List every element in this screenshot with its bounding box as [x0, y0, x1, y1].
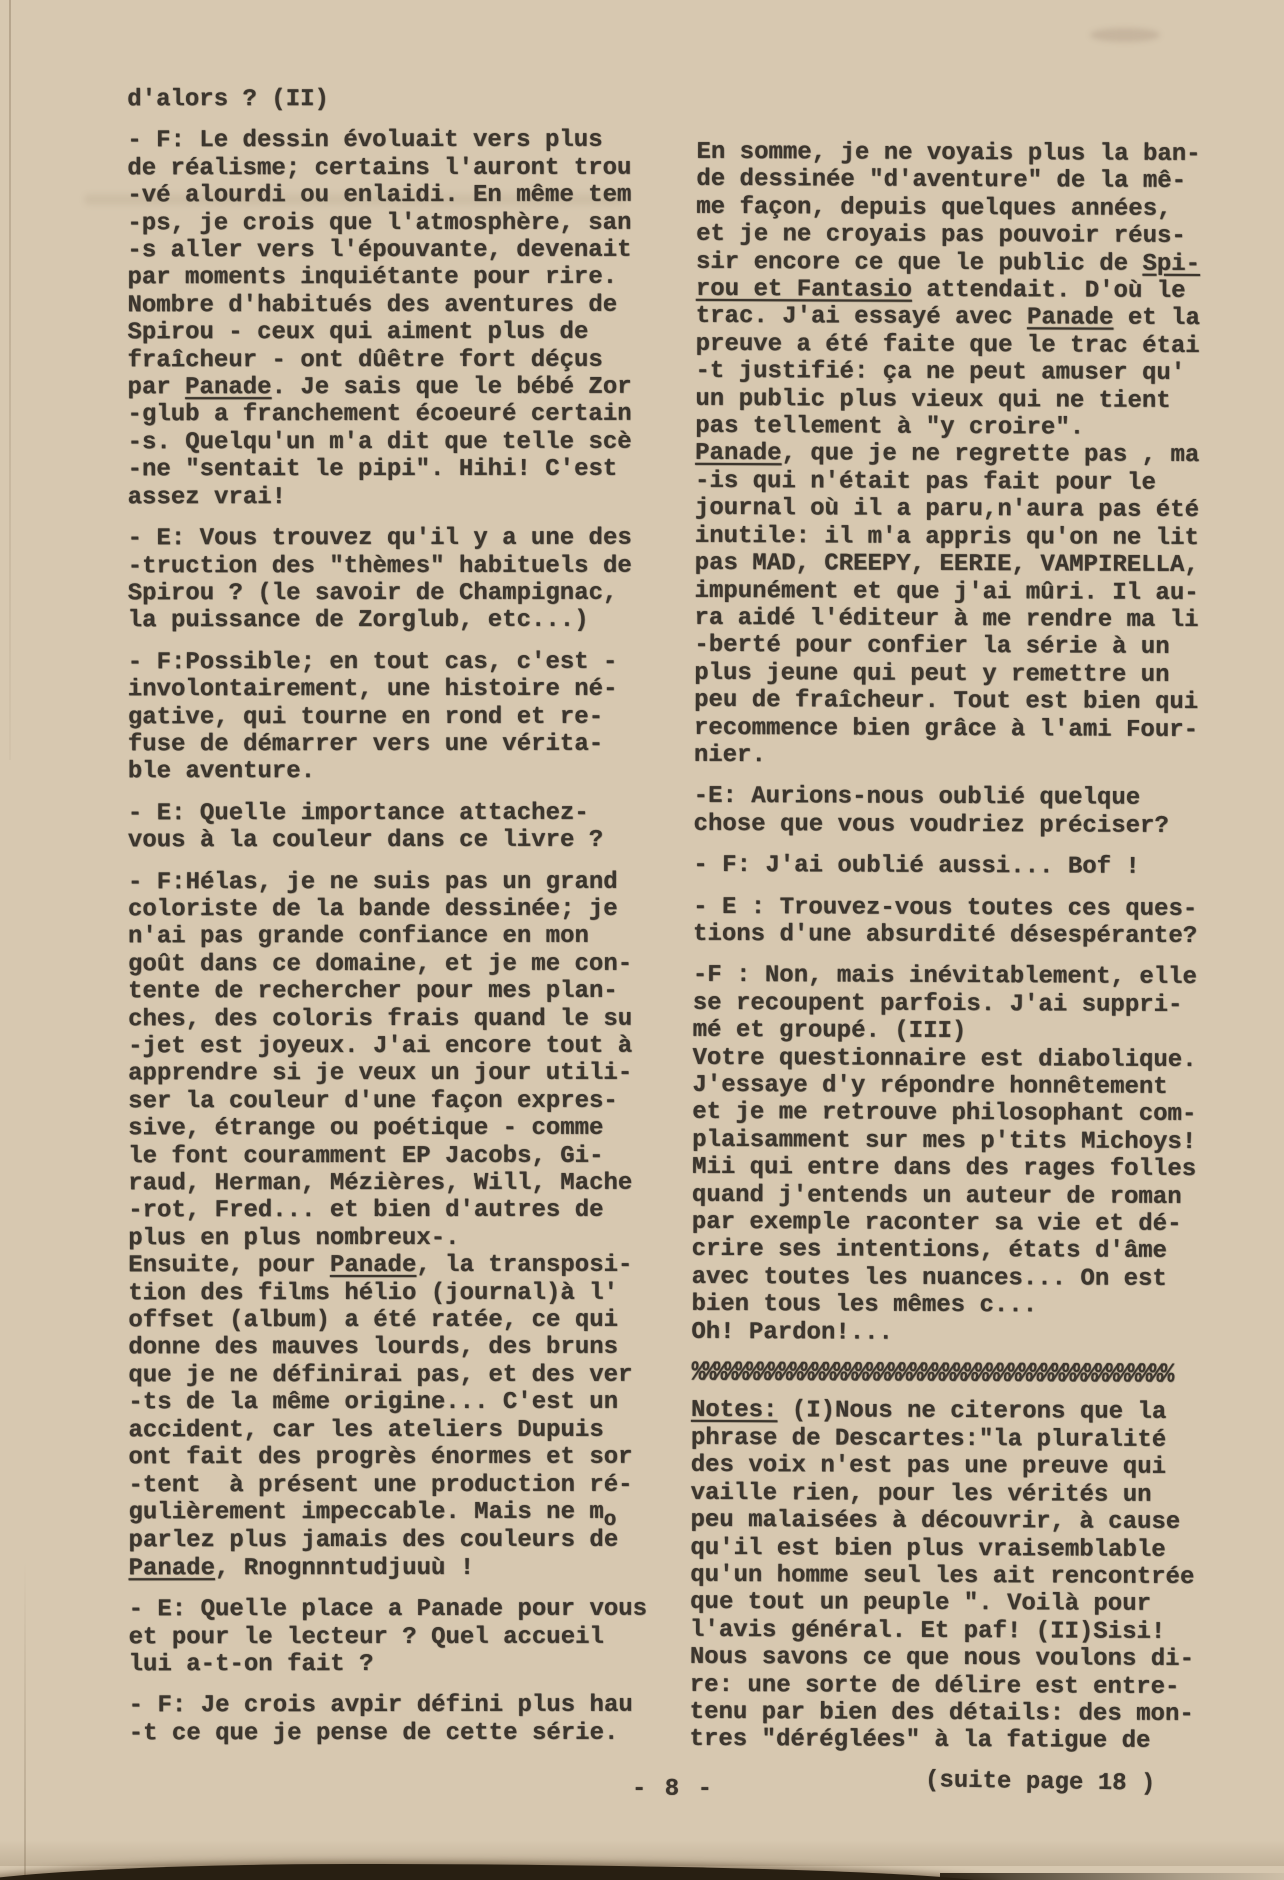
text-line: n'ai pas grande confiance en mon	[127, 923, 589, 951]
text-line: ser la couleur d'une façon expres-	[128, 1087, 618, 1116]
text-line: Ensuite, pour Panade, la transposi-	[128, 1252, 633, 1280]
text-line: donne des mauves lourds, des bruns	[128, 1334, 619, 1362]
text-line: -berté pour confier la série à un	[694, 632, 1170, 662]
text-line: impunément et que j'ai mûri. Il au-	[694, 577, 1199, 607]
paragraph	[693, 852, 1233, 882]
text-line: qu'un homme seul les ait rencontrée	[690, 1561, 1195, 1591]
text-line: tenu par bien des détails: des mon-	[689, 1698, 1194, 1728]
text-line: lui a-t-on fait ?	[128, 1650, 374, 1679]
text-line: avec toutes les nuances... On est	[691, 1263, 1167, 1293]
page-number: - 8 -	[632, 1776, 715, 1803]
paragraph	[128, 868, 669, 1582]
text-line: assez vrai!	[127, 483, 287, 511]
text-line: le font couramment EP Jacobs, Gi-	[128, 1142, 604, 1170]
text-line: chose que vous voudriez préciser?	[693, 810, 1169, 840]
continuation-note: (suite page 18 )	[924, 1767, 1156, 1798]
text-line: peu de fraîcheur. Tout est bien qui	[694, 686, 1199, 717]
text-line: par Panade. Je sais que le bébé Zor	[127, 373, 632, 402]
text-line: -F : Non, mais inévitablement, elle	[692, 962, 1198, 992]
text-line: -glub a franchement écoeuré certain	[127, 401, 632, 429]
text-line: la puissance de Zorglub, etc...)	[127, 607, 589, 635]
text-line: -tent à présent une production ré-	[128, 1471, 633, 1499]
paragraph	[691, 962, 1233, 1348]
text-line: quand j'entends un auteur de roman	[691, 1181, 1182, 1211]
text-line: qu'il est bien plus vraisemblable	[690, 1534, 1166, 1564]
paragraph	[693, 893, 1233, 950]
paragraph	[694, 139, 1237, 772]
text-line: -ts de la même origine... C'est un	[128, 1389, 619, 1417]
ink-smudge	[1090, 28, 1160, 42]
right-text-column	[689, 139, 1236, 1770]
text-line: raud, Herman, Mézières, Will, Mache	[128, 1169, 633, 1198]
text-line: involontairement, une histoire né-	[127, 675, 618, 704]
paragraph	[129, 1596, 669, 1679]
text-line: Notes: (I)Nous ne citerons que la	[690, 1397, 1167, 1427]
underlined-text: Panade	[185, 374, 272, 402]
underlined-text: Panade	[695, 440, 782, 468]
text-line: phrase de Descartes:"la pluralité	[690, 1424, 1167, 1454]
text-line: Spirou ? (le savoir de Champignac,	[127, 579, 618, 608]
text-line: -truction des "thèmes" habituels de	[127, 552, 632, 580]
text-line: -vé alourdi ou enlaidi. En même tem	[127, 182, 632, 210]
text-line: journal où il a paru,n'aura pas été	[694, 495, 1200, 525]
paragraph	[128, 648, 668, 786]
text-line: par exemple raconter sa vie et dé-	[691, 1208, 1182, 1238]
text-line: que tout un peuple ". Voilà pour	[690, 1589, 1152, 1619]
text-line: se recoupent parfois. J'ai suppri-	[692, 989, 1183, 1019]
paragraph	[127, 127, 667, 511]
text-line: Spirou - ceux qui aiment plus de	[127, 319, 589, 347]
text-line: -s. Quelqu'un m'a dit que telle scè	[127, 428, 632, 457]
text-line: -t ce que je pense de cette série.	[128, 1719, 619, 1747]
text-line: - F:Possible; en tout cas, c'est -	[127, 648, 618, 676]
text-line: gulièrement impeccable. Mais ne mo	[128, 1498, 617, 1532]
text-line: - F:Hélas, je ne suis pas un grand	[127, 868, 618, 896]
text-line: me façon, depuis quelques années,	[696, 193, 1172, 223]
text-line: plus jeune qui peut y remettre un	[694, 659, 1170, 689]
underlined-text: rou et Fantasio	[695, 275, 913, 304]
text-line: -s aller vers l'épouvante, devenait	[127, 236, 632, 265]
text-line: -ps, je crois que l'atmosphère, san	[127, 209, 632, 237]
paragraph	[129, 1692, 669, 1747]
text-line: Votre questionnaire est diabolique.	[692, 1044, 1197, 1074]
text-line: l'avis général. Et paf! (II)Sisi!	[689, 1616, 1166, 1646]
text-line: des voix n'est pas une preuve qui	[690, 1452, 1167, 1482]
text-line: apprendre si je veux un jour utili-	[128, 1060, 633, 1088]
paragraph	[694, 783, 1234, 840]
text-line: un public plus vieux qui ne tient	[695, 385, 1171, 415]
underlined-text: Panade	[1026, 304, 1114, 333]
text-line: d'alors ? (II)	[127, 86, 329, 114]
text-line: preuve a été faite que le trac étai	[695, 330, 1200, 360]
text-line: tion des films hélio (journal)à l'	[128, 1279, 619, 1307]
text-line: et je ne croyais pas pouvoir réus-	[696, 221, 1186, 251]
text-line: vaille rien, pour les vérités un	[690, 1479, 1152, 1509]
underlined-text: Notes:	[690, 1397, 778, 1425]
ornament-row: %%%%%%%%%%%%%%%%%%%%%%%%%%%%%%%%%%%%%%%%%%%%	[690, 1357, 1172, 1391]
left-text-column	[127, 86, 668, 1762]
text-line: vous à la couleur dans ce livre ?	[127, 826, 604, 855]
text-line: Oh! Pardon!...	[691, 1318, 894, 1347]
text-line: offset (album) a été ratée, ce qui	[128, 1306, 619, 1335]
text-line: -ne "sentait le pipi". Hihi! C'est	[127, 456, 618, 484]
text-line: -is qui n'était pas fait pour le	[695, 467, 1156, 497]
text-line: re: une sorte de délire est entre-	[689, 1671, 1180, 1701]
text-line: - E: Quelle importance attachez-	[127, 799, 589, 827]
paper-edge-line	[9, 0, 11, 760]
text-line: parlez plus jamais des couleurs de	[128, 1527, 619, 1555]
text-line: que je ne définirai pas, et des ver	[128, 1361, 633, 1390]
text-line: rou et Fantasio attendait. D'où le	[695, 275, 1186, 305]
paragraph	[690, 1397, 1232, 1756]
paper-fold-line	[24, 1560, 26, 1880]
text-line: ont fait des progrès énormes et sor	[128, 1443, 633, 1472]
text-line: et pour le lecteur ? Quel accueil	[128, 1623, 604, 1651]
text-line: de dessinée "d'aventure" de la mê-	[696, 166, 1187, 196]
text-line: Mii qui entre dans des rages folles	[692, 1154, 1197, 1184]
text-line: - E: Vous trouvez qu'il y a une des	[127, 524, 632, 553]
text-line: pas MAD, CREEPY, EERIE, VAMPIRELLA,	[694, 549, 1199, 580]
text-line: mé et groupé. (III)	[692, 1017, 967, 1046]
text-line: par moments inquiétante pour rire.	[127, 264, 618, 292]
text-line: sir encore ce que le public de Spi-	[695, 248, 1201, 278]
text-line: sive, étrange ou poétique - comme	[128, 1115, 604, 1143]
text-line: et je me retrouve philosophant com-	[692, 1099, 1197, 1129]
text-line: plaisamment sur mes p'tits Michoys!	[692, 1126, 1197, 1156]
paragraph	[127, 86, 667, 114]
text-line: fraîcheur - ont dûêtre fort déçus	[127, 346, 603, 374]
text-line: accident, car les ateliers Dupuis	[128, 1416, 604, 1444]
underlined-text: Panade	[128, 1554, 215, 1582]
text-line: plus en plus nombreux-.	[128, 1224, 460, 1253]
paragraph	[128, 525, 668, 635]
text-line: Panade, Rnognnntudjuuù !	[128, 1554, 475, 1582]
text-line: Panade, que je ne regrette pas , ma	[695, 440, 1200, 470]
text-line: En somme, je ne voyais plus la ban-	[696, 138, 1201, 169]
underlined-text: Spi-	[1142, 250, 1201, 278]
subscript-text: o	[603, 1508, 617, 1532]
underlined-text: Panade	[329, 1252, 417, 1280]
text-line: Nombre d'habitués des aventures de	[127, 291, 618, 320]
page-bottom-edge	[0, 1864, 1000, 1880]
text-line: ches, des coloris frais quand le su	[128, 1005, 633, 1033]
text-line: - F: J'ai oublié aussi... Bof !	[693, 851, 1140, 881]
text-line: pas tellement à "y croire".	[695, 412, 1085, 442]
text-line: - E: Quelle place a Panade pour vous	[128, 1595, 648, 1624]
text-line: -t justifié: ça ne peut amuser qu'	[695, 358, 1186, 388]
text-line: trac. J'ai essayé avec Panade et la	[695, 303, 1200, 333]
text-line: nier.	[693, 741, 766, 770]
text-line: -jet est joyeux. J'ai encore tout à	[128, 1032, 633, 1061]
text-line: coloriste de la bande dessinée; je	[127, 895, 618, 924]
page-bottom-edge	[940, 1873, 1284, 1880]
text-line: - E : Trouvez-vous toutes ces ques-	[693, 893, 1198, 923]
text-line: fuse de démarrer vers une vérita-	[127, 730, 604, 759]
text-line: tres "déréglées" à la fatigue de	[689, 1726, 1151, 1756]
text-line: J'essaye d'y répondre honnêtement	[692, 1071, 1168, 1101]
text-line: -E: Aurions-nous oublié quelque	[693, 783, 1141, 813]
text-line: goût dans ce domaine, et je me con-	[128, 950, 633, 979]
text-line: de réalisme; certains l'auront trou	[127, 154, 632, 183]
text-line: recommence bien grâce à l'ami Four-	[693, 714, 1199, 744]
text-line: - F: Je crois avpir défini plus hau	[128, 1692, 633, 1720]
text-line: - F: Le dessin évoluait vers plus	[127, 127, 603, 155]
text-line: tions d'une absurdité désespérante?	[693, 920, 1198, 950]
page-bottom-shadow	[0, 1840, 1284, 1866]
text-line: ra aidé l'éditeur à me rendre ma li	[694, 604, 1199, 634]
text-line: ble aventure.	[127, 758, 316, 786]
paragraph	[128, 800, 668, 855]
text-line: gative, qui tourne en rond et re-	[127, 703, 604, 731]
text-line: inutile: il m'a appris qu'on ne lit	[694, 522, 1199, 552]
text-line: -rot, Fred... et bien d'autres de	[128, 1197, 604, 1225]
text-line: crire ses intentions, états d'âme	[691, 1236, 1168, 1266]
text-line: bien tous les mêmes c...	[691, 1291, 1038, 1320]
text-line: tente de rechercher pour mes plan-	[128, 977, 618, 1006]
text-line: peu malaisées à découvrir, à cause	[690, 1506, 1181, 1537]
text-line: Nous savons ce que nous voulons di-	[689, 1643, 1195, 1674]
